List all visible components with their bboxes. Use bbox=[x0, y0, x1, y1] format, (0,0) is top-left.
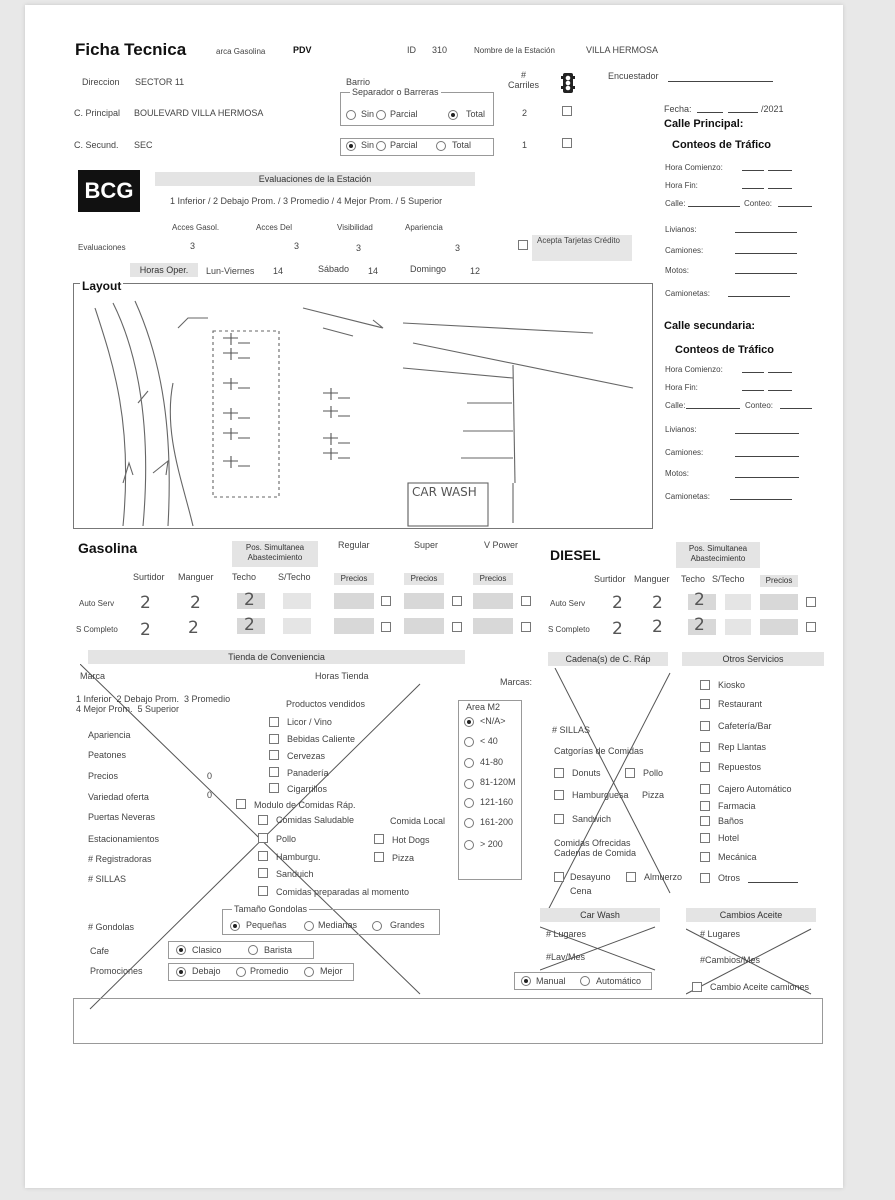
carriles-1: 2 bbox=[522, 108, 528, 118]
hora-com-line-a[interactable] bbox=[742, 170, 764, 171]
id-value: 310 bbox=[432, 45, 448, 55]
carwash-lav-label: #Lav/Mes bbox=[546, 952, 586, 962]
tienda-title: Tienda de Conveniencia bbox=[88, 650, 465, 664]
form-title: Ficha Tecnica bbox=[75, 40, 187, 59]
precios-super-label: Precios bbox=[404, 573, 444, 585]
id-label: ID bbox=[407, 45, 416, 55]
nombre-value: VILLA HERMOSA bbox=[586, 45, 659, 55]
camiones-line[interactable] bbox=[735, 253, 797, 254]
repuestos-label: Repuestos bbox=[718, 762, 762, 772]
almuerzo-label: Almuerzo bbox=[644, 872, 683, 882]
eval-value-2: 3 bbox=[294, 241, 300, 251]
area-200-label: 161-200 bbox=[480, 817, 514, 827]
gas-auto-techo: 2 bbox=[244, 590, 255, 610]
productos-vendidos-label: Productos vendidos bbox=[286, 699, 366, 709]
manual-radio[interactable] bbox=[521, 976, 531, 986]
area-120-radio[interactable] bbox=[464, 779, 474, 789]
sanduich-check[interactable] bbox=[258, 868, 268, 878]
gasolina-pos-label: Pos. Simultanea Abastecimiento bbox=[232, 541, 318, 567]
super-label: Super bbox=[414, 540, 439, 550]
gas-auto-vpower-check[interactable] bbox=[521, 596, 531, 606]
car-wash-sketch-label: CAR WASH bbox=[412, 485, 477, 499]
regular-label: Regular bbox=[338, 540, 370, 550]
cafeteria-label: Cafetería/Bar bbox=[718, 721, 772, 731]
parcial-label: Parcial bbox=[390, 109, 418, 119]
bebidas-label: Bebidas Caliente bbox=[287, 734, 356, 744]
diesel-completo-manguer: 2 bbox=[652, 617, 663, 637]
area-80-label: 41-80 bbox=[480, 757, 504, 767]
hotdogs-label: Hot Dogs bbox=[392, 835, 430, 845]
hotel-label: Hotel bbox=[718, 833, 740, 843]
eval-col-3: Visibilidad bbox=[337, 223, 373, 232]
hora-comienzo-label-2: Hora Comienzo: bbox=[665, 365, 723, 374]
banos-label: Baños bbox=[718, 816, 744, 826]
hora-fin2-line-b[interactable] bbox=[768, 390, 792, 391]
total-radio-1[interactable] bbox=[448, 110, 458, 120]
desayuno-label: Desayuno bbox=[570, 872, 611, 882]
diesel-completo-stecho-box[interactable] bbox=[725, 619, 751, 635]
otros-title: Otros Servicios bbox=[682, 652, 824, 666]
conteo-line[interactable] bbox=[778, 206, 812, 207]
modulo-check[interactable] bbox=[236, 799, 246, 809]
hora-fin2-line-a[interactable] bbox=[742, 390, 764, 391]
carriles-label: # Carriles bbox=[508, 70, 540, 90]
horas-tienda-label: Horas Tienda bbox=[315, 671, 369, 681]
motos-label-2: Motos: bbox=[665, 469, 690, 478]
cadena-sillas-label: # SILLAS bbox=[552, 725, 591, 735]
cajero-label: Cajero Automático bbox=[718, 784, 792, 794]
calle-line[interactable] bbox=[688, 206, 740, 207]
promo-debajo-radio[interactable] bbox=[176, 967, 186, 977]
manual-label: Manual bbox=[536, 976, 566, 986]
calle-label: Calle: bbox=[665, 199, 686, 208]
restaurant-label: Restaurant bbox=[718, 699, 763, 709]
tienda-marca-label: Marca bbox=[80, 671, 106, 681]
cervezas-label: Cervezas bbox=[287, 751, 326, 761]
precios-vpower-label: Precios bbox=[473, 573, 513, 585]
hamburguesa-check[interactable] bbox=[258, 851, 268, 861]
diesel-title: DIESEL bbox=[550, 547, 601, 563]
area-40-radio[interactable] bbox=[464, 737, 474, 747]
cadena-title: Cadena(s) de C. Ráp bbox=[548, 652, 668, 666]
gas-completo-surtidor: 2 bbox=[140, 620, 151, 640]
gondolas-label: # Gondolas bbox=[88, 922, 135, 932]
eval-col-1: Acces Gasol. bbox=[172, 223, 220, 232]
otros-label: Otros bbox=[718, 873, 741, 883]
donuts-label: Donuts bbox=[572, 768, 601, 778]
parcial-label-2: Parcial bbox=[390, 140, 418, 150]
encuestador-line[interactable] bbox=[668, 81, 773, 82]
panaderia-check[interactable] bbox=[269, 767, 279, 777]
area-80-radio[interactable] bbox=[464, 758, 474, 768]
hora-com2-line-b[interactable] bbox=[768, 372, 792, 373]
parcial-radio-2[interactable] bbox=[376, 141, 386, 151]
kiosko-check[interactable] bbox=[700, 680, 710, 690]
promo-mejor-label: Mejor bbox=[320, 966, 343, 976]
area-label: Area M2 bbox=[466, 702, 501, 712]
promo-debajo-label: Debajo bbox=[192, 966, 221, 976]
hora-fin-line-a[interactable] bbox=[742, 188, 764, 189]
area-na-label: <N/A> bbox=[480, 716, 506, 726]
gas-auto-regular-check[interactable] bbox=[381, 596, 391, 606]
diesel-auto-manguer: 2 bbox=[652, 593, 663, 613]
traffic-light-icon bbox=[561, 72, 575, 94]
calle2-line[interactable] bbox=[686, 408, 740, 409]
parcial-radio-1[interactable] bbox=[376, 110, 386, 120]
fecha-label: Fecha: bbox=[664, 104, 692, 114]
area-box bbox=[458, 700, 522, 880]
mecanica-check[interactable] bbox=[700, 852, 710, 862]
promo-mejor-radio[interactable] bbox=[304, 967, 314, 977]
motos-line[interactable] bbox=[735, 273, 797, 274]
tienda-row-variedad: Variedad oferta bbox=[88, 792, 149, 802]
diesel-completo-surtidor: 2 bbox=[612, 619, 623, 639]
tienda-row-neveras: Puertas Neveras bbox=[88, 812, 156, 822]
tienda-row-apariencia: Apariencia bbox=[88, 730, 131, 740]
hora-com-line-b[interactable] bbox=[768, 170, 792, 171]
csecund-label: C. Secund. bbox=[74, 140, 119, 150]
camionetas-label-2: Camionetas: bbox=[665, 492, 710, 501]
otros-line[interactable] bbox=[748, 882, 798, 883]
lun-viernes-value: 14 bbox=[273, 266, 284, 276]
gas-auto-stecho-box[interactable] bbox=[283, 593, 311, 609]
tienda-row-sillas: # SILLAS bbox=[88, 874, 127, 884]
tienda-precios-value: 0 bbox=[207, 771, 213, 781]
conteo-label: Conteo: bbox=[744, 199, 773, 208]
diesel-techo-col: Techo bbox=[681, 574, 706, 584]
encuestador-label: Encuestador bbox=[608, 71, 659, 81]
diesel-pos-label: Pos. Simultanea Abastecimiento bbox=[676, 542, 760, 568]
area-gt200-label: > 200 bbox=[480, 839, 503, 849]
camionetas-line[interactable] bbox=[728, 296, 790, 297]
techo-col: Techo bbox=[232, 572, 257, 582]
diesel-stecho-col: S/Techo bbox=[712, 574, 745, 584]
gas-completo-vpower-check[interactable] bbox=[521, 622, 531, 632]
carwash-title: Car Wash bbox=[540, 908, 660, 922]
promo-promedio-label: Promedio bbox=[250, 966, 289, 976]
diesel-completo-price[interactable] bbox=[760, 619, 798, 635]
carwash-lugares-label: # Lugares bbox=[546, 929, 587, 939]
area-gt200-radio[interactable] bbox=[464, 840, 474, 850]
pollo-label: Pollo bbox=[276, 834, 297, 844]
comments-box[interactable] bbox=[73, 998, 823, 1044]
livianos2-line[interactable] bbox=[735, 433, 799, 434]
eval-value-4: 3 bbox=[455, 243, 461, 253]
gas-completo-techo: 2 bbox=[244, 615, 255, 635]
repuestos-check[interactable] bbox=[700, 762, 710, 772]
promo-label: Promociones bbox=[90, 966, 143, 976]
hora-fin-line-b[interactable] bbox=[768, 188, 792, 189]
surtidor-col: Surtidor bbox=[133, 572, 165, 582]
direccion-label: Direccion bbox=[82, 77, 120, 87]
sabado-value: 14 bbox=[368, 266, 379, 276]
aceite-camiones-label: Cambio Aceite camiones bbox=[710, 982, 810, 992]
diesel-completo-techo: 2 bbox=[694, 615, 705, 635]
banos-check[interactable] bbox=[700, 816, 710, 826]
eval-col-4: Apariencia bbox=[405, 223, 443, 232]
tarjetas-label: Acepta Tarjetas Crédito bbox=[537, 236, 621, 245]
total-label-2: Total bbox=[452, 140, 472, 150]
area-200-radio[interactable] bbox=[464, 818, 474, 828]
aceite-title: Cambios Aceite bbox=[686, 908, 816, 922]
gas-completo-price-vpower[interactable] bbox=[473, 618, 513, 634]
gas-completo-regular-check[interactable] bbox=[381, 622, 391, 632]
hora-fin-label: Hora Fin: bbox=[665, 181, 698, 190]
promo-promedio-radio[interactable] bbox=[236, 967, 246, 977]
cigarrillos-label: Cigarrillos bbox=[287, 784, 328, 794]
cafeteria-check[interactable] bbox=[700, 721, 710, 731]
carril-check-1[interactable] bbox=[562, 106, 572, 116]
panaderia-label: Panadería bbox=[287, 768, 329, 778]
diesel-manguer-col: Manguer bbox=[634, 574, 670, 584]
gas-auto-surtidor: 2 bbox=[140, 593, 151, 613]
carriles-2: 1 bbox=[522, 140, 528, 150]
hotel-check[interactable] bbox=[700, 833, 710, 843]
domingo-value: 12 bbox=[470, 266, 481, 276]
cena-label: Cena bbox=[570, 886, 592, 896]
sabado-label: Sábado bbox=[318, 264, 350, 274]
conteo-label-2: Conteo: bbox=[745, 401, 774, 410]
camionetas2-line[interactable] bbox=[730, 499, 792, 500]
cafe-barista-label: Barista bbox=[264, 945, 293, 955]
conteos-title: Conteos de Tráfico bbox=[672, 139, 772, 151]
camiones2-line[interactable] bbox=[735, 456, 799, 457]
fecha-line-2[interactable] bbox=[728, 112, 758, 113]
diesel-auto-surtidor: 2 bbox=[612, 593, 623, 613]
otros-check[interactable] bbox=[700, 873, 710, 883]
automatico-label: Automático bbox=[596, 976, 642, 986]
fecha-year: /2021 bbox=[761, 104, 784, 114]
cafe-box bbox=[168, 941, 314, 959]
tienda-row-registradoras: # Registradoras bbox=[88, 854, 152, 864]
marcas-label: Marcas: bbox=[500, 677, 533, 687]
preparadas-check[interactable] bbox=[258, 886, 268, 896]
livianos-line[interactable] bbox=[735, 232, 797, 233]
cigarrillos-check[interactable] bbox=[269, 783, 279, 793]
sin-label-2: Sin bbox=[361, 140, 375, 150]
tienda-row-estacionamientos: Estacionamientos bbox=[88, 834, 160, 844]
cafe-clasico-label: Clasico bbox=[192, 945, 222, 955]
diesel-auto-label: Auto Serv bbox=[550, 599, 586, 608]
almuerzo-check[interactable] bbox=[626, 872, 636, 882]
pequenas-label: Pequeñas bbox=[246, 920, 287, 930]
cafe-clasico-radio[interactable] bbox=[176, 945, 186, 955]
licor-check[interactable] bbox=[269, 717, 279, 727]
area-40-label: < 40 bbox=[480, 736, 498, 746]
calle-principal-title: Calle Principal: bbox=[664, 118, 744, 130]
diesel-completo-label: S Completo bbox=[548, 625, 590, 634]
camionetas-label: Camionetas: bbox=[665, 289, 710, 298]
pollo-check[interactable] bbox=[258, 833, 268, 843]
gas-row-completo-label: S Completo bbox=[76, 625, 118, 634]
livianos-label: Livianos: bbox=[665, 225, 697, 234]
precios-regular-label: Precios bbox=[334, 573, 374, 585]
cadena-hamb-check[interactable] bbox=[554, 790, 564, 800]
conteos-title-2: Conteos de Tráfico bbox=[675, 344, 775, 356]
pizza-check[interactable] bbox=[374, 852, 384, 862]
direccion-value: SECTOR 11 bbox=[135, 77, 185, 87]
preparadas-label: Comidas preparadas al momento bbox=[276, 887, 410, 897]
bebidas-check[interactable] bbox=[269, 734, 279, 744]
gas-auto-price-super[interactable] bbox=[404, 593, 444, 609]
gasolina-title: Gasolina bbox=[78, 540, 138, 556]
separador-label: Separador o Barreras bbox=[352, 87, 439, 97]
cadena-pollo-check[interactable] bbox=[625, 768, 635, 778]
diesel-auto-stecho-box[interactable] bbox=[725, 594, 751, 610]
mecanica-label: Mecánica bbox=[718, 852, 757, 862]
tienda-variedad-value: 0 bbox=[207, 790, 213, 800]
csecund-value: SEC bbox=[134, 140, 153, 150]
nombre-label: Nombre de la Estación bbox=[474, 46, 555, 55]
grandes-radio[interactable] bbox=[372, 921, 382, 931]
marca-label: arca Gasolina bbox=[216, 47, 266, 56]
eval-scale: 1 Inferior / 2 Debajo Prom. / 3 Promedio / 4 Mejor Prom. / 5 Superior bbox=[170, 196, 443, 206]
eval-value-3: 3 bbox=[356, 243, 362, 253]
sandwich-check[interactable] bbox=[554, 814, 564, 824]
hotdogs-check[interactable] bbox=[374, 834, 384, 844]
horas-oper-label: Horas Oper. bbox=[130, 263, 198, 277]
barrio-label: Barrio bbox=[346, 77, 371, 87]
tarjetas-check[interactable] bbox=[518, 240, 528, 250]
cafe-label: Cafe bbox=[90, 946, 110, 956]
eval-row-label: Evaluaciones bbox=[78, 243, 126, 252]
eval-value-1: 3 bbox=[190, 241, 196, 251]
pizza-label: Pizza bbox=[392, 853, 415, 863]
lun-viernes-label: Lun-Viernes bbox=[206, 266, 255, 276]
modulo-label: Modulo de Comidas Ráp. bbox=[254, 800, 356, 810]
categorias-label: Catgorías de Comidas bbox=[554, 746, 644, 756]
aceite-camiones-check[interactable] bbox=[692, 982, 702, 992]
donuts-check[interactable] bbox=[554, 768, 564, 778]
gas-completo-price-super[interactable] bbox=[404, 618, 444, 634]
calle-label-2: Calle: bbox=[665, 401, 686, 410]
medianas-radio[interactable] bbox=[304, 921, 314, 931]
total-radio-2[interactable] bbox=[436, 141, 446, 151]
vpower-label: V Power bbox=[484, 540, 519, 550]
gas-auto-super-check[interactable] bbox=[452, 596, 462, 606]
eval-col-2: Acces Del bbox=[256, 223, 293, 232]
fecha-line-1[interactable] bbox=[697, 112, 723, 113]
sin-radio-1[interactable] bbox=[346, 110, 356, 120]
area-na-radio[interactable] bbox=[464, 717, 474, 727]
cadena-pizza-label: Pizza bbox=[642, 790, 665, 800]
saludable-label: Comidas Saludable bbox=[276, 815, 355, 825]
diesel-surtidor-col: Surtidor bbox=[594, 574, 626, 584]
saludable-check[interactable] bbox=[258, 815, 268, 825]
pequenas-radio[interactable] bbox=[230, 921, 240, 931]
bcg-logo: BCG bbox=[78, 170, 140, 212]
diesel-auto-price[interactable] bbox=[760, 594, 798, 610]
stecho-col: S/Techo bbox=[278, 572, 311, 582]
cajero-check[interactable] bbox=[700, 784, 710, 794]
comida-local-label: Comida Local bbox=[390, 816, 446, 826]
gas-completo-price-regular[interactable] bbox=[334, 618, 374, 634]
area-160-radio[interactable] bbox=[464, 798, 474, 808]
gas-auto-manguer: 2 bbox=[190, 593, 201, 613]
gas-row-auto-label: Auto Serv bbox=[79, 599, 115, 608]
gas-completo-manguer: 2 bbox=[188, 618, 199, 638]
cafe-barista-radio[interactable] bbox=[248, 945, 258, 955]
manguer-col: Manguer bbox=[178, 572, 214, 582]
diesel-completo-check[interactable] bbox=[806, 622, 816, 632]
cadena-hamb-label: Hamburguesa bbox=[572, 790, 629, 800]
medianas-label: Medianas bbox=[318, 920, 358, 930]
hora-comienzo-label: Hora Comienzo: bbox=[665, 163, 723, 172]
motos-label: Motos: bbox=[665, 266, 690, 275]
sin-radio-2[interactable] bbox=[346, 141, 356, 151]
livianos-label-2: Livianos: bbox=[665, 425, 697, 434]
grandes-label: Grandes bbox=[390, 920, 425, 930]
area-160-label: 121-160 bbox=[480, 797, 514, 807]
camiones-label-2: Camiones: bbox=[665, 448, 704, 457]
restaurant-check[interactable] bbox=[700, 699, 710, 709]
sanduich-label: Sanduich bbox=[276, 869, 314, 879]
cervezas-check[interactable] bbox=[269, 750, 279, 760]
marca-value: PDV bbox=[293, 45, 312, 55]
eval-title: Evaluaciones de la Estación bbox=[155, 172, 475, 186]
cprincipal-label: C. Principal bbox=[74, 108, 121, 118]
gas-auto-price-regular[interactable] bbox=[334, 593, 374, 609]
cadena-pollo-label: Pollo bbox=[643, 768, 664, 778]
layout-sketch bbox=[73, 283, 651, 527]
kiosko-label: Kiosko bbox=[718, 680, 746, 690]
desayuno-check[interactable] bbox=[554, 872, 564, 882]
layout-title: Layout bbox=[82, 279, 122, 293]
gas-completo-super-check[interactable] bbox=[452, 622, 462, 632]
motos2-line[interactable] bbox=[735, 477, 799, 478]
aceite-lugares-label: # Lugares bbox=[700, 929, 741, 939]
camiones-label: Camiones: bbox=[665, 246, 704, 255]
conteo2-line[interactable] bbox=[780, 408, 812, 409]
rep-llantas-check[interactable] bbox=[700, 742, 710, 752]
hora-fin-label-2: Hora Fin: bbox=[665, 383, 698, 392]
calle-secundaria-title: Calle secundaria: bbox=[664, 320, 756, 332]
ofrecidas-label: Comidas Ofrecidas Cadenas de Comida bbox=[554, 838, 637, 858]
diesel-precios-label: Precios bbox=[760, 575, 798, 587]
tamano-label: Tamaño Gondolas bbox=[234, 904, 308, 914]
rep-llantas-label: Rep Llantas bbox=[718, 742, 767, 752]
tienda-row-precios: Precios bbox=[88, 771, 119, 781]
diesel-auto-check[interactable] bbox=[806, 597, 816, 607]
cprincipal-value: BOULEVARD VILLA HERMOSA bbox=[134, 108, 264, 118]
aceite-cambios-label: #Cambios/Mes bbox=[700, 955, 761, 965]
farmacia-label: Farmacia bbox=[718, 801, 756, 811]
tienda-scale: 1 Inferior 2 Debajo Prom. 3 Promedio 4 Mejor Prom. 5 Superior bbox=[76, 694, 231, 714]
carril-check-2[interactable] bbox=[562, 138, 572, 148]
hamburguesa-label: Hamburgu. bbox=[276, 852, 321, 862]
hora-com2-line-a[interactable] bbox=[742, 372, 764, 373]
gas-completo-stecho-box[interactable] bbox=[283, 618, 311, 634]
total-label: Total bbox=[466, 109, 486, 119]
sin-label: Sin bbox=[361, 109, 375, 119]
area-120-label: 81-120M bbox=[480, 777, 516, 787]
gas-auto-price-vpower[interactable] bbox=[473, 593, 513, 609]
automatico-radio[interactable] bbox=[580, 976, 590, 986]
diesel-auto-techo: 2 bbox=[694, 590, 705, 610]
domingo-label: Domingo bbox=[410, 264, 447, 274]
tienda-row-peatones: Peatones bbox=[88, 750, 127, 760]
licor-label: Licor / Vino bbox=[287, 717, 332, 727]
farmacia-check[interactable] bbox=[700, 801, 710, 811]
sandwich-label: Sandwich bbox=[572, 814, 612, 824]
